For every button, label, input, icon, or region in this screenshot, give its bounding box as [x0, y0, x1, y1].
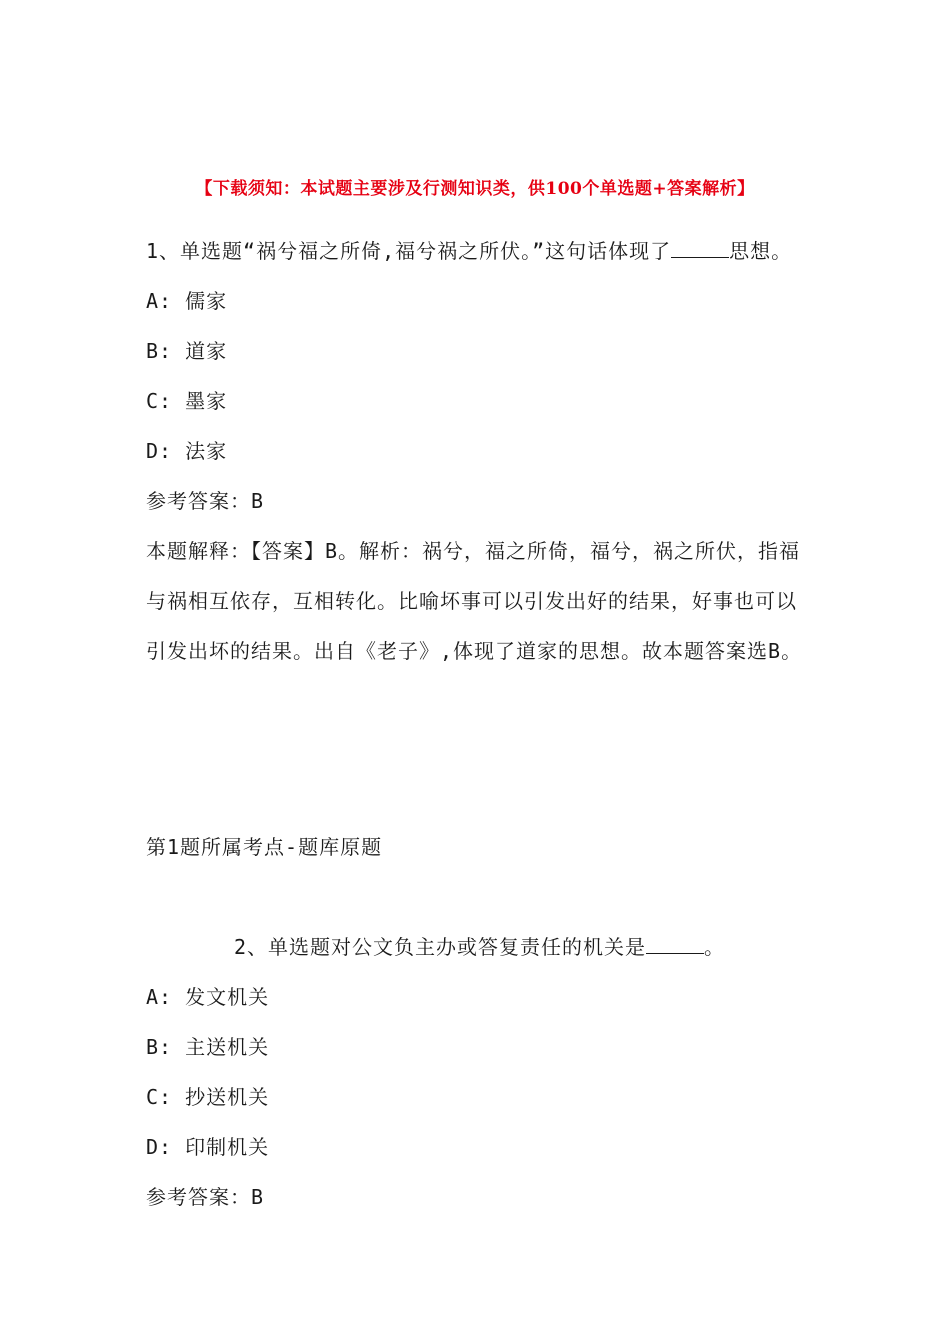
reference-answer: 参考答案：B: [146, 1185, 265, 1209]
question-2-stem-text: 2、单选题对公文负主办或答复责任的机关是: [234, 935, 647, 959]
question-1: [146, 226, 806, 676]
option-b: B: 道家: [146, 339, 228, 363]
option-b: B: 主送机关: [146, 1035, 270, 1059]
answer-blank: [671, 239, 729, 258]
reference-answer: 参考答案：B: [146, 489, 265, 513]
download-notice: 【下载须知：本试题主要涉及行测知识类，供100个单选题+答案解析】: [195, 179, 755, 199]
option-d: D: 法家: [146, 439, 228, 463]
question-1-topic: 第1题所属考点-题库原题: [146, 835, 383, 859]
option-d: D: 印制机关: [146, 1135, 270, 1159]
option-a: A: 发文机关: [146, 985, 270, 1009]
question-2: [146, 922, 806, 1222]
question-1-stem: [146, 226, 806, 276]
option-c: C: 抄送机关: [146, 1085, 270, 1109]
option-c: C: 墨家: [146, 389, 228, 413]
question-2-stem: [146, 922, 806, 972]
option-a: A: 儒家: [146, 289, 228, 313]
question-1-stem-tail: 思想。: [729, 239, 793, 263]
question-2-stem-tail: 。: [704, 935, 726, 959]
question-1-stem-text: 1、单选题“祸兮福之所倚,福兮祸之所伏。”这句话体现了: [146, 239, 672, 263]
answer-blank: [646, 935, 704, 954]
explanation: 本题解释：【答案】B。解析：祸兮，福之所倚，福兮，祸之所伏，指福与祸相互依存，互相转化。比喻坏事可以引发出好的结果，好事也可以引发出坏的结果。出自《老子》,体现了道家的思想。故本题答案选B。: [146, 539, 803, 663]
